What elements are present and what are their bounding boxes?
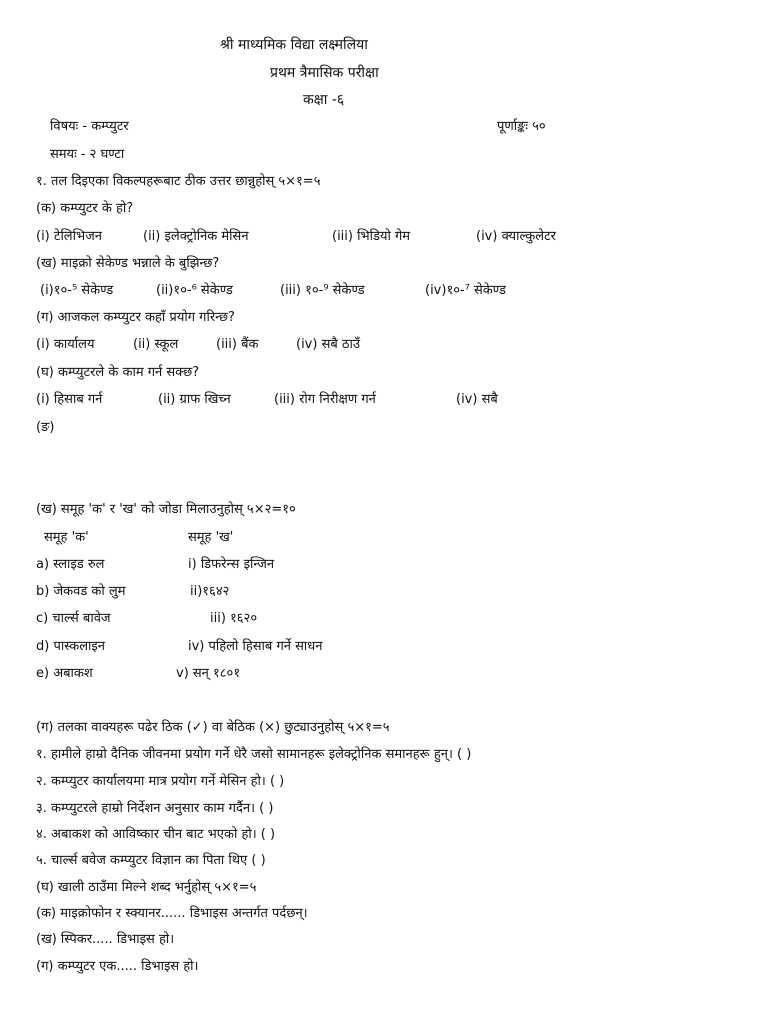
q1c-option-2: (ii) स्कूल (133, 337, 179, 352)
q1c-option-4: (iv) सबै ठाउँ (296, 337, 360, 352)
q2-row-d-left: d) पास्कलाइन (36, 639, 106, 654)
time-label: समयः - २ घण्टा (50, 147, 125, 162)
q1a-question: (क) कम्प्युटर के हो? (36, 201, 134, 216)
q1e-question: (ङ) (36, 420, 55, 435)
class-label: कक्षा -६ (303, 92, 345, 108)
q1b-option-1: (i)१०-⁵ सेकेण्ड (40, 283, 114, 298)
q1b-option-4: (iv)१०-⁷ सेकेण्ड (425, 283, 506, 298)
q4-item-1: (क) माइक्रोफोन र स्क्यानर...... डिभाइस अन्तर्गत पर्दछन्। (36, 906, 308, 921)
full-marks-label: पूर्णाङ्कः ५० (497, 119, 546, 134)
q1d-option-3: (iii) रोग निरीक्षण गर्न (274, 392, 376, 407)
q1b-option-3: (iii) १०-⁹ सेकेण्ड (280, 283, 365, 298)
subject-label: विषयः - कम्प्युटर (50, 119, 129, 134)
q2-row-e-right: v) सन् १८०१ (176, 666, 241, 681)
q1d-question: (घ) कम्प्युटरले के काम गर्न सक्छ? (36, 365, 200, 380)
q1a-option-2: (ii) इलेक्ट्रोनिक मेसिन (143, 229, 249, 244)
q2-row-d-right: iv) पहिलो हिसाब गर्ने साधन (188, 639, 323, 654)
q2-row-b-left: b) जेकवड को लुम (36, 584, 126, 599)
q1b-question: (ख) माइक्रो सेकेण्ड भन्नाले के बुझिन्छ? (36, 256, 220, 271)
q3-item-1: १. हामीले हाम्रो दैनिक जीवनमा प्रयोग गर्ने धेरै जसो सामानहरू इलेक्ट्रोनिक समानहरू हुन्। ( ) (36, 747, 472, 762)
q1c-option-1: (i) कार्यालय (36, 337, 95, 352)
q1c-option-3: (iii) बैंक (216, 337, 259, 352)
q1d-option-4: (iv) सबै (456, 392, 498, 407)
q2-row-c-right: iii) १६२० (210, 611, 258, 626)
q3-title: (ग) तलका वाक्यहरू पढेर ठिक (✓) वा बेठिक (×) छुट्याउनुहोस् ५×१=५ (36, 720, 390, 735)
q1a-option-4: (iv) क्याल्कुलेटर (476, 229, 556, 244)
q2-row-a-right: i) डिफरेन्स इन्जिन (188, 557, 275, 572)
q2-col-b-header: समूह 'ख' (188, 530, 234, 545)
q1b-option-2: (ii)१०-⁶ सेकेण्ड (156, 283, 233, 298)
q1d-option-1: (i) हिसाब गर्न (36, 392, 103, 407)
q3-item-3: ३. कम्प्युटरले हाम्रो निर्देशन अनुसार काम गर्दैन। ( ) (36, 801, 274, 816)
school-name: श्री माध्यमिक विद्या लक्ष्मलिया (220, 37, 368, 53)
q2-row-a-left: a) स्लाइड रुल (36, 557, 105, 572)
q3-item-5: ५. चार्ल्स बवेज कम्प्युटर विज्ञान का पिता थिए ( ) (36, 853, 266, 868)
q2-row-c-left: c) चार्ल्स बावेज (36, 611, 111, 626)
q2-row-b-right: ii)१६४२ (190, 584, 230, 599)
q1a-option-3: (iii) भिडियो गेम (332, 229, 411, 244)
q2-col-a-header: समूह 'क' (44, 530, 89, 545)
q1c-question: (ग) आजकल कम्प्युटर कहाँ प्रयोग गरिन्छ? (36, 310, 235, 325)
q2-row-e-left: e) अबाकश (36, 666, 93, 681)
q4-title: (घ) खाली ठाउँमा मिल्ने शब्द भर्नुहोस् ५×१=५ (36, 880, 257, 895)
exam-title: प्रथम त्रैमासिक परीक्षा (270, 65, 379, 81)
q3-item-4: ४. अबाकश को आविष्कार चीन बाट भएको हो। ( ) (36, 827, 276, 842)
q3-item-2: २. कम्प्युटर कार्यालयमा मात्र प्रयोग गर्ने मेसिन हो। ( ) (36, 774, 285, 789)
q1d-option-2: (ii) ग्राफ खिच्न (158, 392, 231, 407)
q1a-option-1: (i) टेलिभिजन (36, 229, 102, 244)
q4-item-2: (ख) स्पिकर..... डिभाइस हो। (36, 932, 175, 947)
q2-title: (ख) समूह 'क' र 'ख' को जोडा मिलाउनुहोस् ५×२=१० (36, 502, 296, 517)
q1-title: १. तल दिइएका विकल्पहरूबाट ठीक उत्तर छान्नुहोस् ५×१=५ (36, 174, 321, 189)
q4-item-3: (ग) कम्प्युटर एक..... डिभाइस हो। (36, 959, 199, 974)
